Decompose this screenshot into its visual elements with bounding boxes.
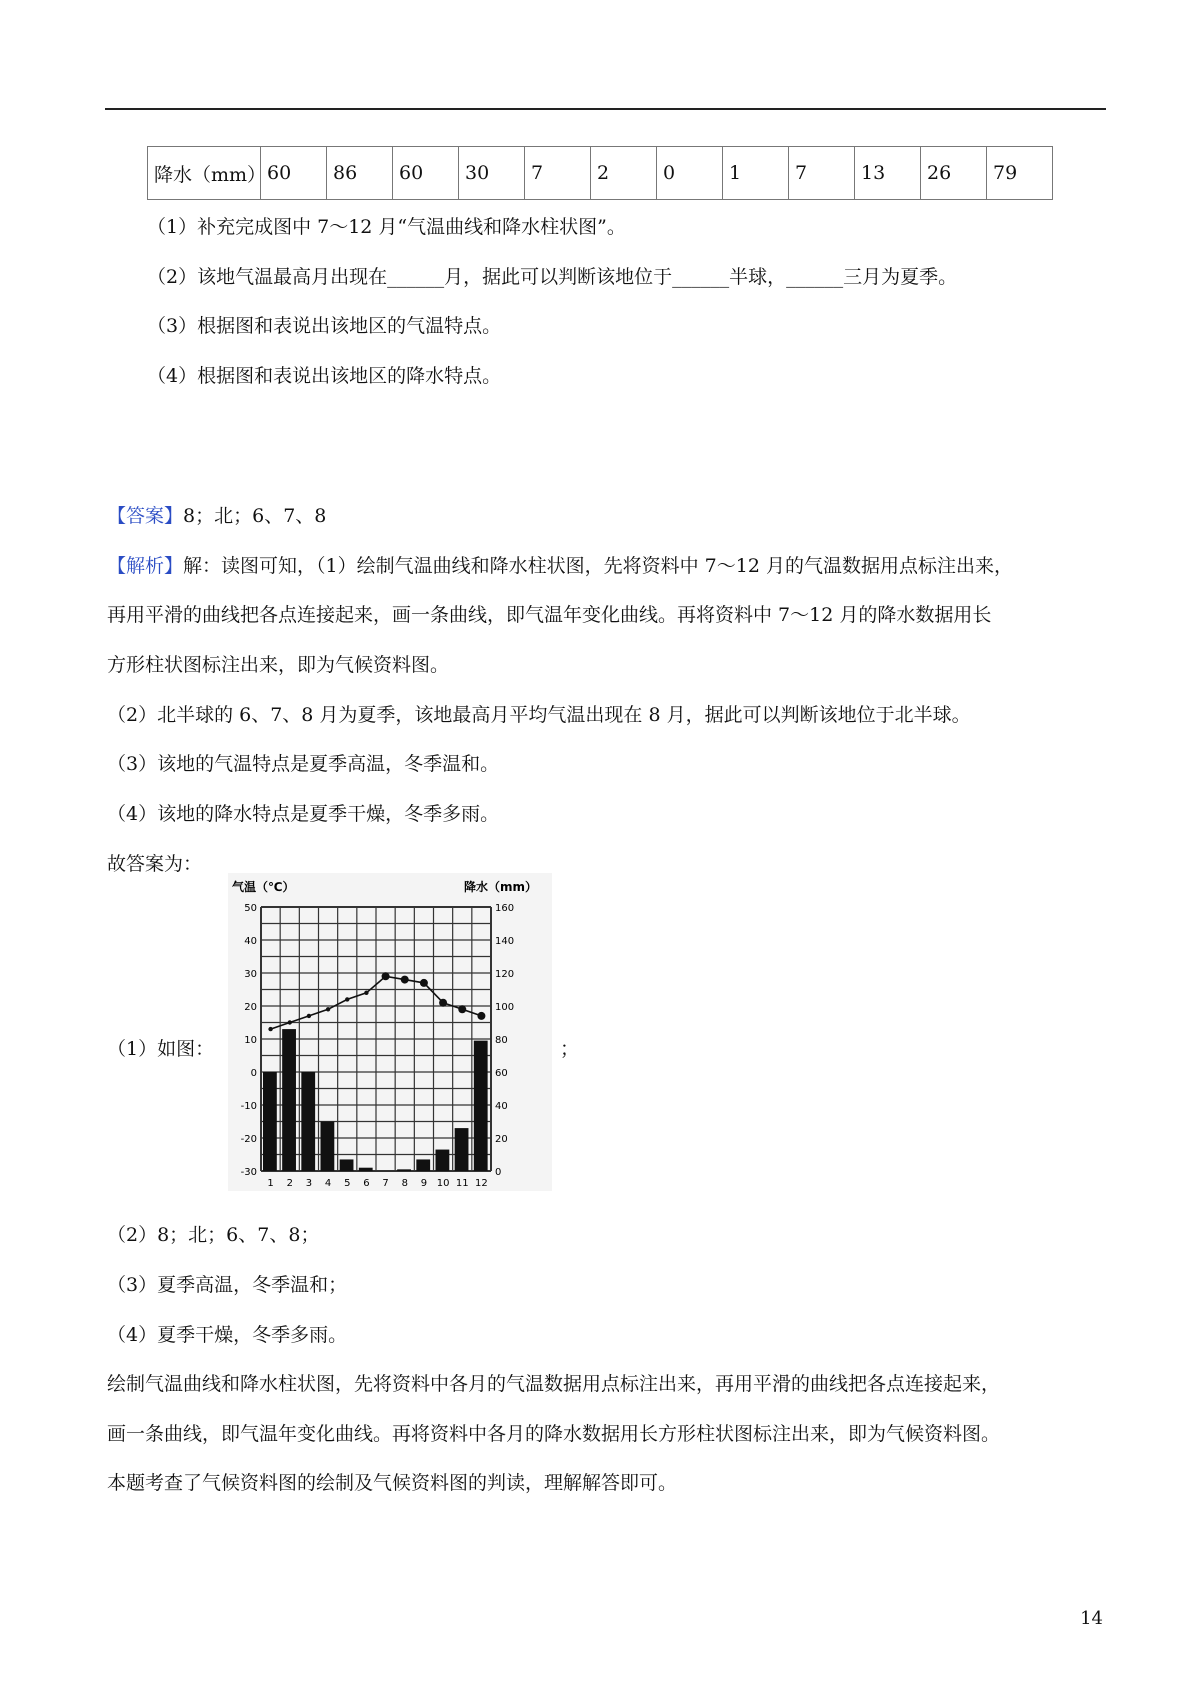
right-tick-label: 40 [495, 1101, 508, 1112]
table-cell: 60 [261, 147, 327, 200]
analysis-line-3: 方形柱状图标注出来，即为气候资料图。 [107, 654, 450, 676]
table-header-cell: 降水（mm） [148, 147, 261, 200]
right-axis-label: 降水（mm） [464, 880, 538, 894]
answer-line [107, 501, 326, 528]
analysis-point-2: （2）北半球的 6、7、8 月为夏季，该地最高月平均气温出现在 8 月，据此可以判断该地位于北半球。 [107, 704, 971, 726]
left-tick-label: -10 [240, 1101, 257, 1112]
analysis-text: 解：读图可知，（1）绘制气温曲线和降水柱状图，先将资料中 7～12 月的气温数据用点标注出来， [183, 555, 1013, 577]
temp-point-4 [326, 1007, 330, 1011]
right-tick-label: 80 [495, 1035, 508, 1046]
table-cell: 13 [855, 147, 921, 200]
precip-bar-1 [263, 1072, 277, 1171]
question-3: （3）根据图和表说出该地区的气温特点。 [147, 315, 502, 337]
right-tick-label: 100 [495, 1002, 515, 1013]
table-cell: 7 [789, 147, 855, 200]
temp-point-8 [401, 976, 409, 984]
answer-text: 8；北；6、7、8 [183, 505, 327, 527]
temp-point-12 [477, 1012, 485, 1020]
left-tick-label: 30 [244, 969, 257, 980]
left-tick-label: 0 [250, 1068, 257, 1079]
month-label: 7 [382, 1178, 389, 1189]
final-answer-4: （4）夏季干燥，冬季多雨。 [107, 1324, 348, 1346]
final-answer-1-suffix: ； [560, 1038, 580, 1060]
right-tick-label: 120 [495, 969, 515, 980]
table-cell: 7 [525, 147, 591, 200]
month-label: 11 [455, 1178, 469, 1189]
temp-point-5 [345, 997, 349, 1001]
temp-point-1 [268, 1027, 272, 1031]
right-tick-label: 160 [495, 903, 515, 914]
table-cell: 60 [393, 147, 459, 200]
month-label: 2 [286, 1178, 293, 1189]
analysis-tag: 【解析】 [107, 555, 184, 577]
right-tick-label: 60 [495, 1068, 508, 1079]
left-tick-label: -20 [240, 1134, 257, 1145]
left-tick-label: 10 [244, 1035, 257, 1046]
right-tick-label: 0 [495, 1167, 502, 1178]
summary-line-2: 画一条曲线，即气温年变化曲线。再将资料中各月的降水数据用长方形柱状图标注出来，即为气候资料图。 [107, 1423, 1001, 1445]
temp-point-11 [458, 1005, 466, 1013]
table-cell: 0 [657, 147, 723, 200]
temp-point-10 [439, 999, 447, 1007]
month-label: 4 [324, 1178, 332, 1189]
final-answer-3: （3）夏季高温，冬季温和； [107, 1274, 348, 1296]
climate-chart [228, 873, 552, 1191]
left-tick-label: 20 [244, 1002, 257, 1013]
month-label: 9 [420, 1178, 428, 1189]
answer-tag: 【答案】 [107, 505, 184, 527]
precip-bar-12 [474, 1041, 488, 1171]
analysis-line-2: 再用平滑的曲线把各点连接起来，画一条曲线，即气温年变化曲线。再将资料中 7～12 月的降水数据用长 [107, 604, 992, 626]
precip-bar-9 [416, 1159, 430, 1171]
left-axis-label: 气温（℃） [232, 880, 295, 894]
precip-bar-8 [397, 1169, 411, 1171]
temp-point-9 [420, 979, 428, 987]
temp-point-2 [288, 1020, 292, 1024]
precip-bar-4 [321, 1122, 335, 1172]
final-intro: 故答案为： [107, 853, 203, 875]
analysis-line-1 [107, 551, 1013, 578]
left-tick-label: 50 [244, 903, 257, 914]
table-cell: 26 [921, 147, 987, 200]
table-cell: 1 [723, 147, 789, 200]
question-2: （2）该地气温最高月出现在______月，据此可以判断该地位于______半球，______三月为夏季。 [147, 266, 958, 288]
summary-line-3: 本题考查了气候资料图的绘制及气候资料图的判读，理解解答即可。 [107, 1472, 678, 1494]
final-answer-1-prefix: （1）如图： [107, 1038, 215, 1060]
month-label: 3 [305, 1178, 313, 1189]
month-label: 5 [344, 1178, 351, 1189]
month-label: 8 [401, 1178, 408, 1189]
table-cell: 79 [987, 147, 1053, 200]
right-tick-label: 140 [495, 936, 515, 947]
summary-line-1: 绘制气温曲线和降水柱状图，先将资料中各月的气温数据用点标注出来，再用平滑的曲线把各点连接起来， [107, 1373, 1001, 1395]
precip-bar-6 [359, 1168, 373, 1171]
precip-bar-11 [455, 1128, 469, 1171]
table-cell: 2 [591, 147, 657, 200]
month-label: 12 [475, 1178, 488, 1189]
precip-bar-3 [301, 1072, 315, 1171]
temp-point-6 [364, 991, 368, 995]
left-tick-label: 40 [244, 936, 257, 947]
left-tick-label: -30 [240, 1167, 257, 1178]
month-label: 6 [363, 1178, 370, 1189]
precip-bar-2 [282, 1029, 296, 1171]
precip-bar-5 [340, 1159, 354, 1171]
table-cell: 86 [327, 147, 393, 200]
table-row [148, 147, 1053, 200]
table-cell: 30 [459, 147, 525, 200]
month-label: 1 [267, 1178, 274, 1189]
page-number: 14 [1080, 1608, 1103, 1629]
analysis-point-4: （4）该地的降水特点是夏季干燥，冬季多雨。 [107, 803, 500, 825]
month-label: 10 [436, 1178, 450, 1189]
temp-point-7 [382, 972, 390, 980]
analysis-point-3: （3）该地的气温特点是夏季高温，冬季温和。 [107, 753, 500, 775]
final-answer-2: （2）8；北；6、7、8； [107, 1224, 320, 1246]
question-1: （1）补充完成图中 7～12 月“气温曲线和降水柱状图”。 [147, 216, 626, 238]
temp-point-3 [307, 1014, 311, 1018]
right-tick-label: 20 [495, 1134, 508, 1145]
header-rule [105, 108, 1106, 110]
climate-chart-svg [228, 873, 552, 1191]
question-4: （4）根据图和表说出该地区的降水特点。 [147, 365, 502, 387]
precip-bar-10 [436, 1150, 450, 1171]
precipitation-table [147, 146, 1053, 200]
